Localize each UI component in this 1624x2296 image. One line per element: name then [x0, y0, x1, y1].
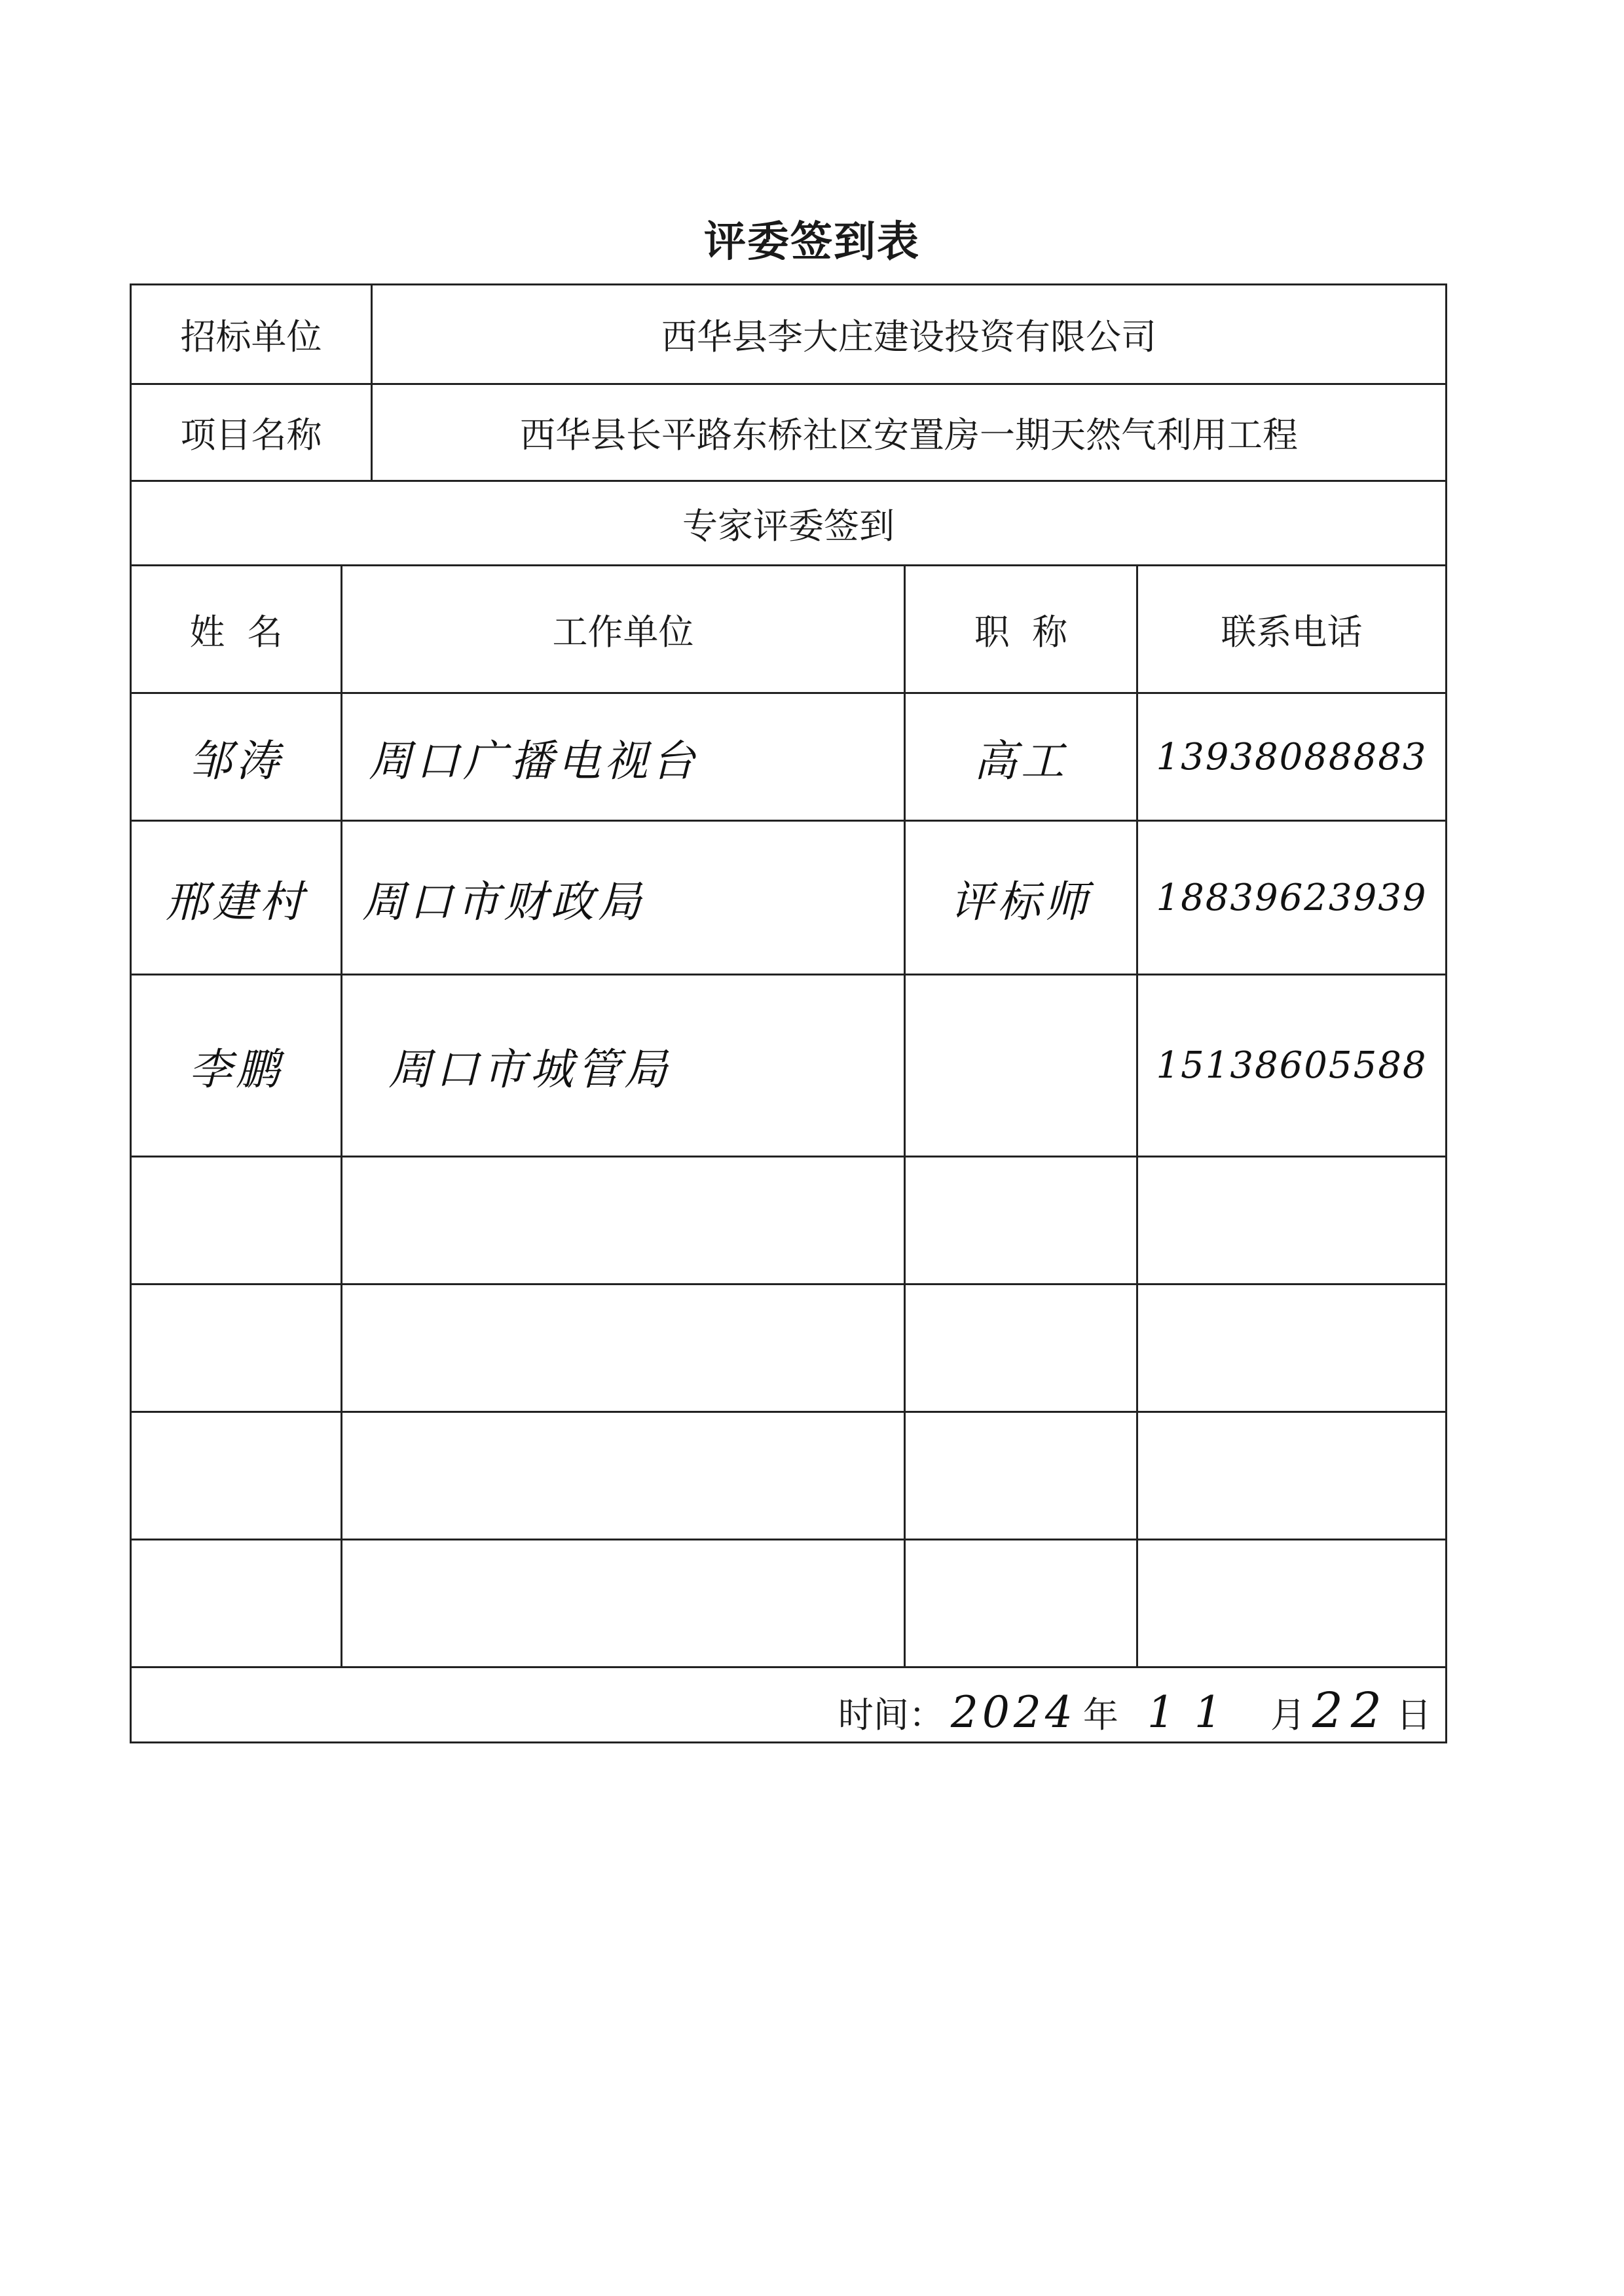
- table-rule: [130, 1666, 1447, 1668]
- table-border-bottom: [130, 1741, 1447, 1743]
- date-label: 时间：: [838, 1694, 944, 1736]
- column-header-name: 姓 名: [189, 611, 283, 653]
- signature-phone: 13938088883: [1156, 735, 1428, 778]
- column-header-title: 职 称: [974, 611, 1068, 653]
- date-line: [836, 1683, 1434, 1739]
- column-header-phone: 联系电话: [1221, 611, 1363, 653]
- page-title: 评委签到表: [704, 218, 920, 266]
- signature-title: [906, 975, 1136, 1156]
- table-border-right: [1445, 283, 1447, 1743]
- signature-phone: 15138605588: [1156, 1044, 1428, 1087]
- section-title: 专家评委签到: [682, 505, 895, 547]
- project-label: 项目名称: [180, 414, 322, 456]
- date-day: 22: [1312, 1683, 1390, 1739]
- date-year-unit: 年: [1082, 1694, 1118, 1736]
- bidder-label: 招标单位: [180, 316, 322, 357]
- date-year: 2024: [950, 1687, 1077, 1738]
- signature-unit: 周口市城管局: [388, 1044, 671, 1095]
- date-month-unit: 月: [1270, 1694, 1306, 1736]
- signature-phone: 18839623939: [1156, 876, 1428, 919]
- date-day-unit: 日: [1396, 1694, 1431, 1736]
- empty-cell: [132, 1157, 341, 1283]
- bidder-value: 西华县李大庄建设投资有限公司: [661, 316, 1156, 357]
- signature-title: 高工: [974, 735, 1068, 786]
- signature-unit: 周口广播电视台: [369, 735, 699, 786]
- empty-cell: [132, 1285, 341, 1411]
- signature-title: 评标师: [950, 876, 1092, 927]
- date-month: 11: [1147, 1687, 1242, 1738]
- signature-unit: 周口市财政局: [362, 876, 645, 927]
- project-value: 西华县长平路东桥社区安置房一期天然气利用工程: [520, 414, 1298, 456]
- signature-name: 邹涛: [189, 735, 284, 786]
- empty-cell: [132, 1540, 341, 1666]
- empty-cell: [132, 1413, 341, 1539]
- signature-name: 邢建村: [165, 876, 307, 927]
- signature-name: 李鹏: [189, 1044, 284, 1095]
- column-header-unit: 工作单位: [552, 611, 694, 653]
